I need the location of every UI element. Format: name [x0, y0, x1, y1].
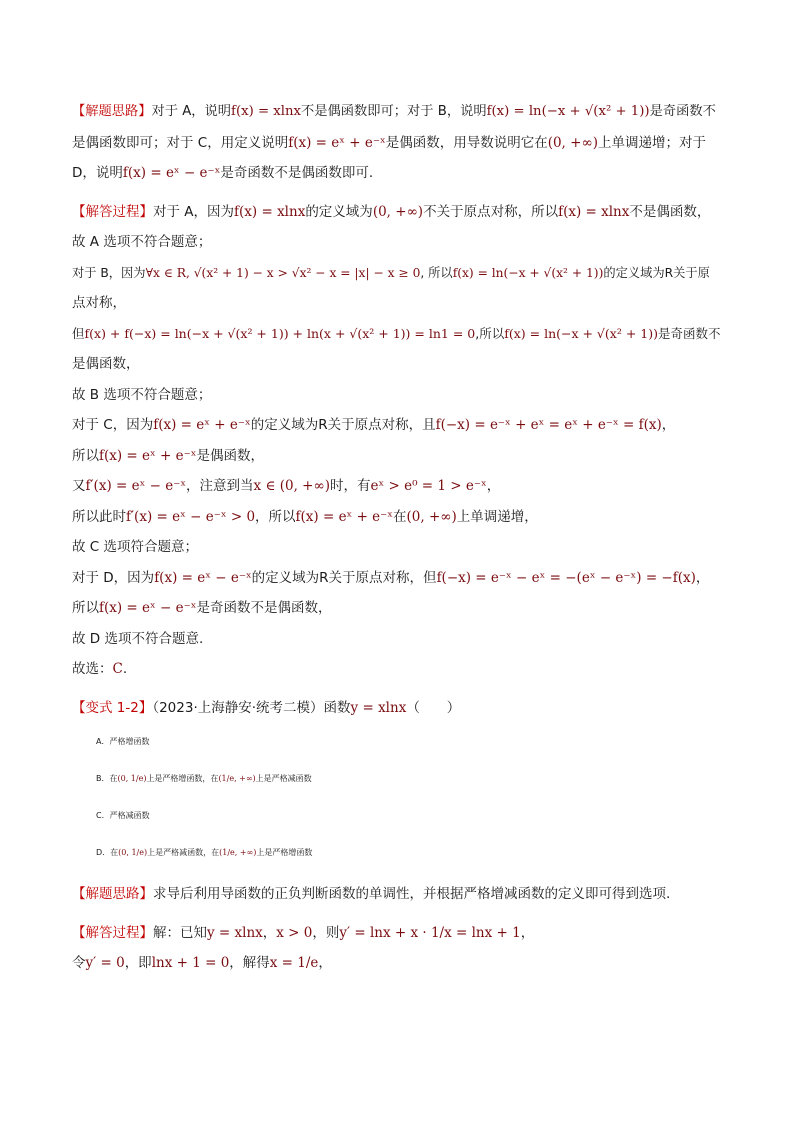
- text-run: B．在: [96, 774, 118, 783]
- text-run: 不是偶函数，: [629, 203, 711, 220]
- text-run: 上是严格减函数，在: [147, 848, 220, 857]
- math-expression: f(x) + f(−x) = ln(−x + √(x² + 1)) + ln(x + √(x² + 1)) = ln1 = 0: [84, 325, 476, 341]
- text-line: [72, 227, 722, 258]
- text-run: .: [122, 661, 128, 677]
- text-run: 在: [393, 508, 407, 525]
- text-run: 对于 A，说明: [151, 104, 232, 119]
- text-line: [72, 502, 722, 533]
- math-expression: eˣ > e⁰ = 1 > e⁻ˣ: [370, 478, 487, 494]
- text-run: 是偶函数，用导数说明它在: [385, 134, 548, 151]
- text-run: 对于 B，因为: [72, 265, 146, 280]
- text-run: 故选：: [72, 661, 113, 677]
- text-run: 上是严格减函数: [255, 774, 312, 783]
- text-line: [72, 97, 722, 128]
- text-line: [72, 693, 722, 724]
- math-expression: x ∈ (0, +∞): [253, 478, 330, 494]
- math-expression: (1/e, +∞): [219, 848, 257, 857]
- text-line: [72, 471, 722, 502]
- text-run: 上单调递增；对于: [597, 134, 706, 151]
- text-run: ，: [486, 478, 501, 494]
- math-expression: f(x) = ln(−x + √(x² + 1)): [504, 325, 658, 341]
- math-expression: (0, +∞): [406, 508, 457, 525]
- text-run: 故 A 选项不符合题意；: [72, 234, 212, 250]
- text-run: D，说明: [72, 165, 123, 181]
- math-expression: x > 0: [276, 924, 313, 941]
- text-line: [72, 197, 722, 228]
- text-run: 的定义域为: [305, 203, 373, 220]
- text-line: [72, 349, 722, 380]
- text-run: ，则: [312, 924, 340, 941]
- text-run: ，: [695, 569, 710, 586]
- text-line: [72, 158, 722, 189]
- section-gap: [72, 685, 722, 693]
- section-gap: [72, 871, 722, 879]
- math-expression: f(x) = eˣ + e⁻ˣ: [153, 417, 251, 433]
- text-run: 求导后利用导函数的正负判断函数的单调性，并根据严格增减函数的定义即可得到选项.: [153, 886, 671, 902]
- math-expression: f(x) = eˣ − e⁻ˣ: [122, 165, 221, 181]
- text-run: 故 B 选项不符合题意；: [72, 386, 212, 403]
- text-run: ,所以: [475, 325, 505, 341]
- math-expression: f(x) = eˣ − e⁻ˣ: [99, 600, 197, 616]
- text-run: ，即: [124, 955, 152, 971]
- text-run: 的定义域为R关于原点对称，且: [250, 417, 436, 433]
- text-run: A．严格增函数: [96, 737, 150, 746]
- math-expression: f(−x) = e⁻ˣ + eˣ = eˣ + e⁻ˣ = f(x): [435, 417, 662, 433]
- text-run: 上是严格增函数: [256, 848, 313, 857]
- text-line: [72, 128, 722, 159]
- text-run: 上单调递增，: [456, 508, 538, 525]
- answer-option: [72, 723, 722, 760]
- text-run: 时，有: [330, 478, 371, 494]
- math-expression: f(x) = ln(−x + √(x² + 1)): [452, 265, 604, 280]
- text-run: 令: [72, 955, 86, 971]
- math-expression: f(x) = xlnx: [234, 203, 306, 220]
- math-expression: y′ = lnx + x · 1/x = lnx + 1: [339, 924, 521, 941]
- text-line: [72, 948, 722, 979]
- answer-option: [72, 834, 722, 871]
- math-expression: (0, 1/e): [118, 848, 148, 857]
- section-tag: 【解题思路】: [72, 104, 152, 119]
- math-expression: (0, +∞): [372, 203, 424, 220]
- math-expression: f(x) = xlnx: [558, 203, 630, 220]
- text-run: ，: [318, 955, 332, 971]
- text-line: [72, 410, 722, 441]
- answer-option: [72, 797, 722, 834]
- solution-content: [72, 97, 722, 979]
- text-run: 是偶函数，: [196, 447, 264, 464]
- text-run: 故 D 选项不符合题意.: [72, 630, 204, 647]
- text-run: 但: [72, 325, 85, 341]
- text-run: 的定义域为R关于原点对称，但: [251, 569, 437, 586]
- text-run: 所以: [72, 600, 99, 616]
- math-expression: f′(x) = eˣ − e⁻ˣ: [85, 478, 187, 494]
- text-run: （ ）: [406, 699, 461, 716]
- math-expression: y = xlnx: [350, 699, 407, 716]
- section-tag: 【解答过程】: [72, 924, 153, 941]
- text-run: 对于 C，因为: [72, 417, 154, 433]
- text-run: 是奇函数不是偶函数，: [196, 600, 332, 616]
- text-run: 所以此时: [72, 508, 126, 525]
- text-run: , 所以: [420, 265, 453, 280]
- math-expression: ∀x ∈ R, √(x² + 1) − x > √x² − x = |x| − x ≥ 0: [145, 265, 421, 280]
- text-line: [72, 918, 722, 949]
- math-expression: f(x) = eˣ + e⁻ˣ: [99, 447, 197, 464]
- text-run: D．在: [96, 848, 119, 857]
- text-run: 故 C 选项符合题意；: [72, 539, 199, 555]
- math-expression: (0, +∞): [547, 134, 598, 151]
- math-expression: (1/e, +∞): [218, 774, 256, 783]
- math-expression: f(x) = xlnx: [231, 104, 302, 119]
- text-run: （2023·上海静安·统考二模）函数: [152, 699, 351, 716]
- text-run: ，: [520, 924, 535, 941]
- text-line: [72, 563, 722, 594]
- text-line: [72, 654, 722, 685]
- text-line: [72, 441, 722, 472]
- text-run: ，解得: [229, 955, 270, 971]
- text-run: 不是偶函数即可；对于 B，说明: [301, 104, 487, 119]
- math-expression: f(x) = eˣ − e⁻ˣ: [154, 569, 252, 586]
- text-run: 是偶函数即可；对于 C，用定义说明: [72, 134, 289, 151]
- text-run: 不关于原点对称，所以: [423, 203, 559, 220]
- math-expression: lnx + 1 = 0: [151, 955, 230, 971]
- section-gap: [72, 910, 722, 918]
- text-run: 所以: [72, 447, 99, 464]
- text-run: 对于 D，因为: [72, 569, 155, 586]
- math-expression: y = xlnx: [207, 924, 263, 941]
- text-run: 上是严格增函数，在: [146, 774, 219, 783]
- text-run: 点对称，: [72, 295, 126, 311]
- text-run: 是奇函数不: [649, 104, 716, 119]
- text-line: [72, 380, 722, 411]
- math-expression: f(x) = eˣ + e⁻ˣ: [288, 134, 386, 151]
- text-run: 是偶函数，: [72, 356, 140, 372]
- math-expression: f(x) = eˣ + e⁻ˣ: [295, 508, 394, 525]
- text-run: ，所以: [255, 508, 296, 525]
- text-run: 是奇函数不是偶函数即可.: [220, 165, 374, 181]
- answer-option: [72, 760, 722, 797]
- text-run: 对于 A，因为: [153, 203, 235, 220]
- section-tag: 【变式 1-2】: [72, 699, 153, 716]
- text-run: 解：已知: [153, 924, 207, 941]
- text-line: [72, 532, 722, 563]
- text-line: [72, 879, 722, 910]
- text-line: [72, 319, 722, 350]
- math-expression: y′ = 0: [85, 955, 125, 971]
- text-run: ，: [661, 417, 676, 433]
- math-expression: (0, 1/e): [117, 774, 147, 783]
- math-expression: f(−x) = e⁻ˣ − eˣ = −(eˣ − e⁻ˣ) = −f(x): [436, 569, 696, 586]
- text-run: C．严格减函数: [96, 811, 150, 820]
- text-run: ，: [262, 924, 277, 941]
- text-run: 又: [72, 478, 86, 494]
- math-expression: C: [112, 661, 123, 677]
- text-run: ，注意到当: [186, 478, 254, 494]
- text-line: [72, 288, 722, 319]
- text-run: 的定义域为R关于原: [603, 265, 710, 280]
- text-line: [72, 624, 722, 655]
- math-expression: f′(x) = eˣ − e⁻ˣ > 0: [126, 508, 256, 525]
- text-line: [72, 258, 722, 289]
- text-run: 是奇函数不: [657, 325, 721, 341]
- text-line: [72, 593, 722, 624]
- section-gap: [72, 189, 722, 197]
- math-expression: x = 1/e: [269, 955, 319, 971]
- math-expression: f(x) = ln(−x + √(x² + 1)): [486, 104, 650, 119]
- section-tag: 【解答过程】: [72, 203, 153, 220]
- section-tag: 【解题思路】: [72, 886, 153, 902]
